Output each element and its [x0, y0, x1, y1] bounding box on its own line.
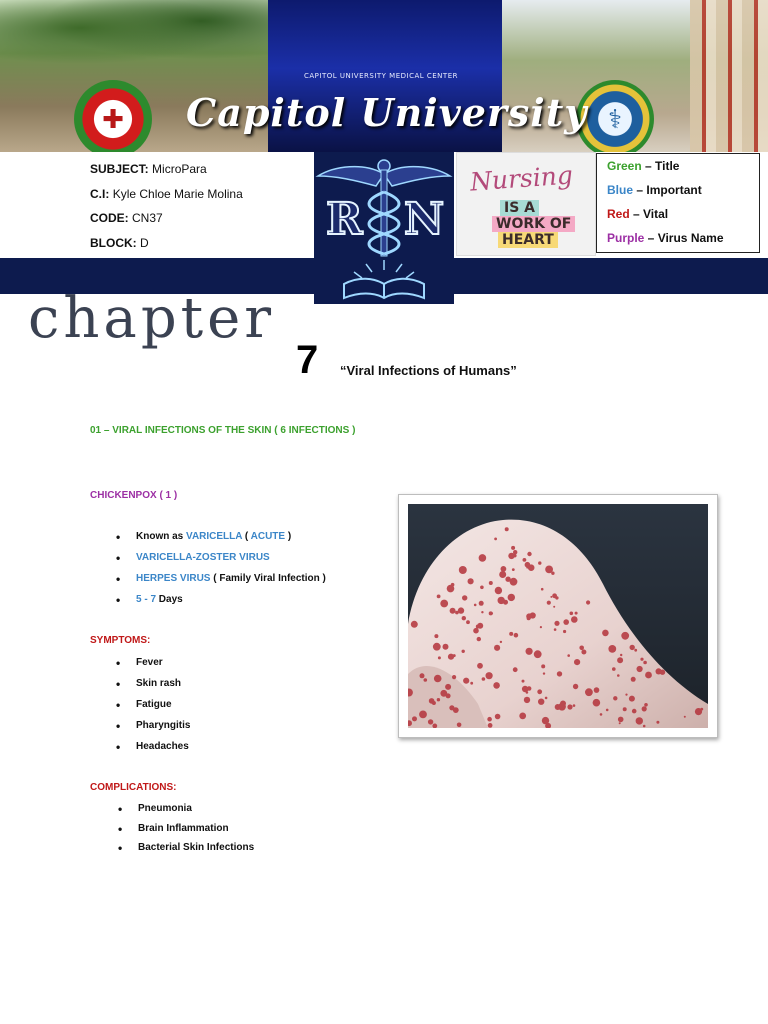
virus-name: CHICKENPOX ( 1 ) [90, 490, 178, 501]
rash-spot [538, 561, 541, 564]
rash-spot [459, 566, 467, 574]
rash-spot [514, 633, 519, 638]
header-banner [0, 0, 768, 152]
rash-spot [462, 595, 467, 600]
rash-spot [527, 686, 532, 691]
rash-spot [608, 645, 616, 653]
rash-spot [482, 677, 486, 681]
rash-spot [420, 673, 425, 678]
svg-text:N: N [404, 194, 445, 245]
rash-spot [550, 596, 552, 598]
code-row [90, 211, 243, 236]
svg-text:R: R [326, 194, 363, 245]
rash-spot [419, 711, 427, 719]
block-label: BLOCK: [90, 235, 137, 250]
rash-spot [486, 672, 493, 679]
rash-spot [424, 678, 428, 682]
rash-spot [432, 701, 436, 705]
complications-list [118, 803, 254, 862]
rash-spot [524, 697, 530, 703]
rash-spot [642, 706, 647, 711]
rash-spot [612, 667, 616, 671]
block-row [90, 236, 243, 261]
chapter-heading: chapter [28, 286, 276, 351]
block-value: D [140, 235, 149, 250]
rash-spot [519, 713, 526, 720]
rash-spot [621, 632, 629, 640]
list-item: • Fever [116, 657, 190, 678]
list-item: • Pharyngitis [116, 720, 190, 741]
rash-spot [452, 675, 456, 679]
rash-spot [477, 663, 483, 669]
code-value: CN37 [132, 211, 163, 225]
rash-spot [619, 722, 621, 724]
rash-spot [526, 691, 529, 694]
rash-spot [631, 677, 636, 682]
virus-facts-list [116, 531, 326, 615]
fact-known-as: • Known as VARICELLA ( ACUTE ) [116, 531, 326, 552]
code-label: CODE: [90, 211, 129, 225]
building-sign: CAPITOL UNIVERSITY MEDICAL CENTER [304, 72, 458, 80]
rash-spot [534, 650, 542, 658]
rash-spot [508, 553, 514, 559]
rash-spot [545, 566, 553, 574]
rash-spot [499, 571, 506, 578]
list-item: • Headaches [116, 741, 190, 762]
rash-spot [643, 661, 647, 665]
rash-spot [537, 689, 542, 694]
rash-spot [487, 717, 492, 722]
rash-spot [585, 688, 593, 696]
list-item: • Pneumonia [118, 803, 254, 823]
fact-duration: • 5 - 7 Days [116, 594, 326, 615]
rash-spot [525, 562, 531, 568]
rash-spot [644, 703, 648, 707]
rash-spot [513, 667, 518, 672]
rash-spot [462, 650, 465, 653]
rash-spot [510, 578, 518, 586]
list-item: • Brain Inflammation [118, 823, 254, 843]
rash-spot [543, 672, 545, 674]
rash-spot [434, 634, 438, 638]
rash-spot [480, 586, 484, 590]
legend-red: Red – Vital [607, 207, 669, 221]
rash-spot [479, 554, 487, 562]
rash-spot [500, 641, 502, 643]
rash-spot [643, 725, 646, 728]
university-title: Capitol University [186, 90, 588, 135]
rash-spot [579, 646, 584, 651]
rash-spot [540, 626, 542, 628]
rash-spot [573, 704, 576, 707]
rash-spot [573, 684, 578, 689]
rash-spot [443, 644, 449, 650]
rash-spot [567, 654, 570, 657]
list-item: • Fatigue [116, 699, 190, 720]
ci-value: Kyle Chloe Marie Molina [112, 186, 243, 201]
list-item: • Skin rash [116, 678, 190, 699]
rash-spot [458, 607, 464, 613]
rash-spot [440, 600, 448, 608]
legend-green: Green – Title [607, 159, 680, 173]
chapter-number: 7 [296, 338, 319, 382]
rash-spot [571, 616, 578, 623]
rash-spot [634, 649, 637, 652]
rash-spot [501, 566, 507, 572]
list-item: • Bacterial Skin Infections [118, 842, 254, 862]
caduceus-rn-icon [314, 152, 454, 304]
rash-spot [656, 668, 662, 674]
rash-spot [433, 643, 441, 651]
rash-spot [434, 675, 442, 683]
rash-spot [617, 657, 623, 663]
badge-line-2: IS A [500, 200, 539, 216]
rash-spot [498, 597, 505, 604]
subject-row [90, 162, 243, 187]
rash-spot [479, 601, 484, 606]
rash-spot [636, 717, 643, 724]
ci-row [90, 187, 243, 212]
rash-spot [448, 654, 454, 660]
rash-spot [630, 645, 635, 650]
rash-spot [684, 716, 686, 718]
rash-spot [567, 704, 572, 709]
rash-spot [437, 595, 441, 599]
rash-spot [512, 568, 515, 571]
rash-spot [620, 654, 622, 656]
rash-spot [558, 703, 566, 711]
rash-spot [493, 682, 500, 689]
legend-purple: Purple – Virus Name [607, 231, 724, 245]
rash-spot [446, 693, 451, 698]
rash-spot [523, 558, 527, 562]
rash-spot [563, 630, 566, 633]
rash-spot [505, 527, 509, 531]
rash-spot [463, 678, 469, 684]
nursing-badge [456, 152, 596, 256]
rash-spot [541, 664, 545, 668]
rash-spot [545, 697, 548, 700]
symptoms-list [116, 657, 190, 762]
rash-spot [575, 612, 578, 615]
rash-spot [437, 698, 440, 701]
rash-spot [574, 659, 580, 665]
symptoms-heading: SYMPTOMS: [90, 635, 151, 646]
rash-spot [581, 650, 586, 655]
rash-spot [462, 616, 466, 620]
subject-label: SUBJECT: [90, 162, 149, 176]
rash-spot [470, 682, 473, 685]
rash-spot [489, 581, 493, 585]
rash-spot [411, 621, 418, 628]
rash-spot [527, 552, 531, 556]
rash-spot [477, 637, 481, 641]
section-title: 01 – VIRAL INFECTIONS OF THE SKIN ( 6 INFECTIONS ) [90, 425, 356, 436]
rash-spot [511, 546, 515, 550]
rash-spot [640, 658, 643, 661]
chickenpox-photo-frame [398, 494, 718, 738]
nursing-script-text: Nursing [469, 160, 574, 197]
legend-blue: Blue – Important [607, 183, 702, 197]
rash-spot [552, 593, 557, 598]
rash-spot [613, 696, 617, 700]
rash-spot [594, 687, 600, 693]
chapter-title: “Viral Infections of Humans” [340, 363, 517, 378]
rash-spot [488, 723, 493, 728]
rash-spot [495, 714, 501, 720]
rash-spot [494, 645, 500, 651]
rash-spot [618, 717, 624, 723]
rash-spot [445, 684, 451, 690]
badge-line-4: HEART [498, 232, 558, 248]
subject-value: MicroPara [152, 162, 207, 176]
college-health-seal-icon: ⚕ [576, 80, 654, 152]
rash-spot [508, 594, 515, 601]
rash-spot [494, 538, 497, 541]
rash-spot [450, 608, 456, 614]
rash-spot [428, 719, 433, 724]
course-info [90, 162, 243, 260]
rash-spot [645, 672, 652, 679]
complications-heading: COMPLICATIONS: [90, 782, 177, 793]
fact-virus: • VARICELLA-ZOSTER VIRUS [116, 552, 326, 573]
rash-spot [449, 705, 454, 710]
rash-spot [474, 604, 477, 607]
rash-spot [495, 587, 502, 594]
rash-spot [451, 583, 455, 587]
color-legend [596, 153, 760, 253]
rash-spot [526, 648, 533, 655]
rash-spot [563, 619, 569, 625]
rash-spot [522, 680, 525, 683]
rash-spot [617, 674, 620, 677]
rash-spot [570, 612, 574, 616]
rash-spot [526, 613, 532, 619]
rash-spot [547, 601, 551, 605]
rash-spot [554, 621, 559, 626]
rash-spot [509, 632, 513, 636]
rash-spot [541, 588, 544, 591]
rash-spot [554, 628, 557, 631]
rash-spot [438, 656, 441, 659]
rash-spot [637, 666, 643, 672]
rash-spot [412, 716, 417, 721]
rash-spot [557, 671, 562, 676]
rash-spot [468, 578, 474, 584]
fact-family: • HERPES VIRUS ( Family Viral Infection ) [116, 573, 326, 594]
rash-spot [623, 707, 627, 711]
ci-label: C.I: [90, 186, 110, 201]
rash-spot [489, 611, 493, 615]
rash-spot [473, 628, 479, 634]
university-seal-icon: ✚ [74, 80, 152, 152]
rash-spot [632, 709, 637, 714]
rash-spot [593, 699, 601, 707]
rash-spot [700, 708, 703, 711]
rash-spot [477, 623, 483, 629]
chickenpox-rash-photo [408, 504, 708, 728]
rash-spot [625, 694, 627, 696]
rash-spot [553, 606, 555, 608]
rash-spot [600, 713, 603, 716]
rash-spot [606, 709, 609, 712]
rash-spot [481, 611, 483, 613]
rash-spot [602, 630, 609, 637]
badge-line-3: WORK OF [492, 216, 575, 232]
rash-spot [466, 620, 470, 624]
rash-spot [538, 699, 544, 705]
rash-spot [629, 696, 635, 702]
rash-spot [656, 721, 659, 724]
rash-spot [457, 723, 462, 728]
rash-spot [586, 600, 590, 604]
